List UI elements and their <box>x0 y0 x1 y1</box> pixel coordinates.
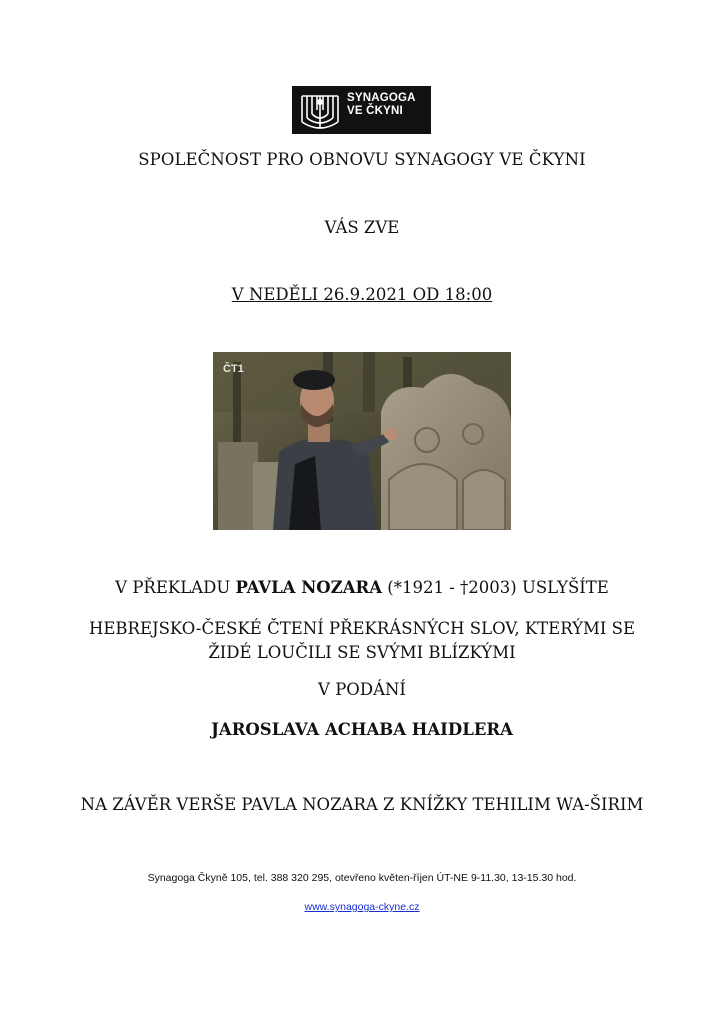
footer-contact: Synagoga Čkyně 105, tel. 388 320 295, otevřeno květen-říjen ÚT-NE 9-11.30, 13-15.30 hod. <box>147 872 577 884</box>
synagogue-logo <box>292 86 431 134</box>
tv-channel-badge: ČT1 <box>223 363 244 375</box>
translation-suffix: (*1921 - †2003) USLYŠÍTE <box>382 578 609 597</box>
invite-text: VÁS ZVE <box>324 218 400 237</box>
performer-photo <box>213 352 511 530</box>
reading-description <box>0 617 724 665</box>
website-link[interactable] <box>0 901 724 913</box>
menorah-icon <box>298 90 342 130</box>
translator-name: PAVLA NOZARA <box>235 578 383 597</box>
society-name: SPOLEČNOST PRO OBNOVU SYNAGOGY VE ČKYNI <box>138 150 586 169</box>
closing-text: NA ZÁVĚR VERŠE PAVLA NOZARA Z KNÍŽKY TEHILIM WA-ŠIRIM <box>80 795 644 814</box>
reading-line-2: ŽIDÉ LOUČILI SE SVÝMI BLÍZKÝMI <box>208 643 516 662</box>
logo-line-1: SYNAGOGA <box>347 92 416 104</box>
performer-name: JAROSLAVA ACHABA HAIDLERA <box>211 720 513 739</box>
performed-by-label: V PODÁNÍ <box>318 680 406 699</box>
event-date: V NEDĚLI 26.9.2021 OD 18:00 <box>231 285 493 304</box>
reading-line-1: HEBREJSKO-ČESKÉ ČTENÍ PŘEKRÁSNÝCH SLOV, KTERÝMI SE <box>88 619 636 638</box>
translation-prefix: V PŘEKLADU <box>115 578 236 597</box>
website-link-text[interactable]: www.synagoga-ckyne.cz <box>304 901 420 913</box>
logo-wordmark <box>347 92 416 118</box>
translation-line <box>0 578 724 597</box>
logo-line-2: VE ČKYNI <box>347 105 403 117</box>
